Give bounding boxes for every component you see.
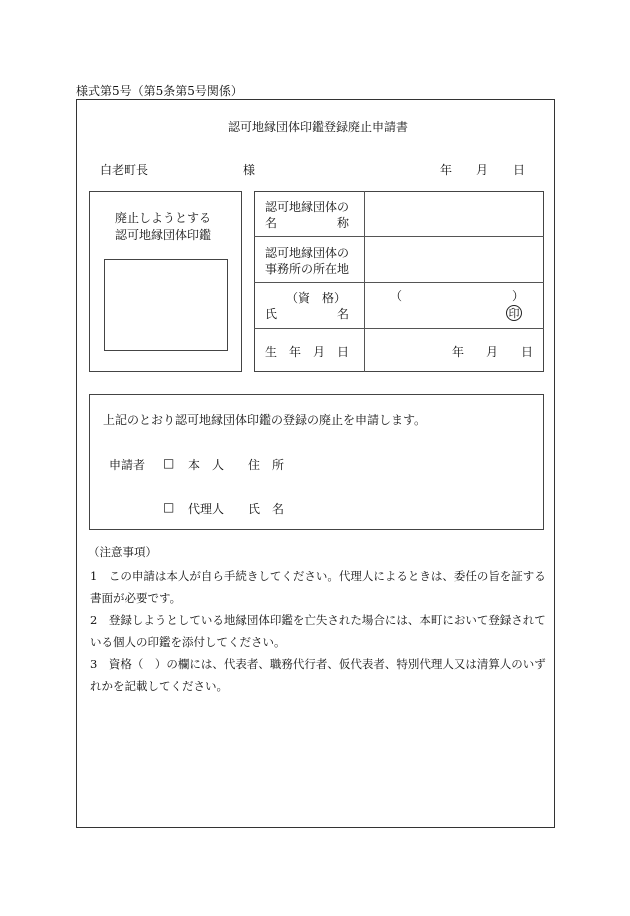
group-name-label-2: 名 称 xyxy=(265,216,350,230)
applicant-name-field[interactable] xyxy=(290,498,530,516)
table-row-divider xyxy=(254,236,544,237)
note-item-3: 3 資格（ ）の欄には、代表者、職務代行者、仮代表者、特別代理人又は清算人のいずれかを記載してください。 xyxy=(90,657,546,693)
person-name-label: 氏 名 xyxy=(265,307,350,321)
addressee-honorific: 様 xyxy=(243,163,256,177)
seal-section-label-1: 廃止しようとする xyxy=(115,211,212,225)
office-address-label-2: 事務所の所在地 xyxy=(265,262,350,276)
agent-label: 代理人 xyxy=(188,502,225,516)
seal-section-label-2: 認可地縁団体印鑑 xyxy=(115,228,212,242)
self-label: 本 人 xyxy=(188,458,225,472)
request-statement: 上記のとおり認可地縁団体印鑑の登録の廃止を申請します。 xyxy=(103,413,427,427)
qualification-field[interactable] xyxy=(400,287,508,303)
group-name-label-1: 認可地縁団体の xyxy=(265,200,350,214)
office-address-field[interactable] xyxy=(366,238,542,281)
table-row-divider xyxy=(254,328,544,329)
birth-year-label: 年 xyxy=(452,345,465,359)
applicant-address-field[interactable] xyxy=(290,454,530,472)
seal-impression-box[interactable] xyxy=(104,259,228,351)
seal-mark-icon: 印 xyxy=(506,305,522,321)
address-label: 住 所 xyxy=(248,458,285,472)
qualification-open-paren: （ xyxy=(390,289,403,303)
date-year-label: 年 xyxy=(440,163,453,177)
note-item-2: 2 登録しようとしている地縁団体印鑑を亡失された場合には、本町において登録されている個人の印鑑を添付してください。 xyxy=(90,613,546,649)
birthdate-label: 生 年 月 日 xyxy=(265,345,350,359)
addressee-mayor: 白老町長 xyxy=(100,163,149,177)
qualification-close-paren: ） xyxy=(512,289,525,303)
person-name-field[interactable] xyxy=(366,305,502,325)
birth-month-label: 月 xyxy=(486,345,499,359)
table-row-divider xyxy=(254,282,544,283)
name-label: 氏 名 xyxy=(248,502,285,516)
group-name-field[interactable] xyxy=(366,193,542,235)
applicant-label: 申請者 xyxy=(109,458,146,472)
agent-checkbox[interactable]: □ xyxy=(163,500,175,514)
form-title: 認可地縁団体印鑑登録廃止申請書 xyxy=(228,120,409,134)
office-address-label-1: 認可地縁団体の xyxy=(265,246,350,260)
qualification-label: （資 格） xyxy=(286,291,347,305)
notes-heading: （注意事項） xyxy=(88,545,157,559)
date-day-label: 日 xyxy=(513,163,526,177)
birth-day-label: 日 xyxy=(521,345,534,359)
self-checkbox[interactable]: □ xyxy=(163,456,175,470)
note-item-1: 1 この申請は本人が自ら手続きしてください。代理人によるときは、委任の旨を証する書面が必要です。 xyxy=(90,569,546,605)
birthdate-field[interactable] xyxy=(366,331,446,370)
date-month-label: 月 xyxy=(476,163,489,177)
form-number: 様式第5号（第5条第5号関係） xyxy=(76,84,243,98)
